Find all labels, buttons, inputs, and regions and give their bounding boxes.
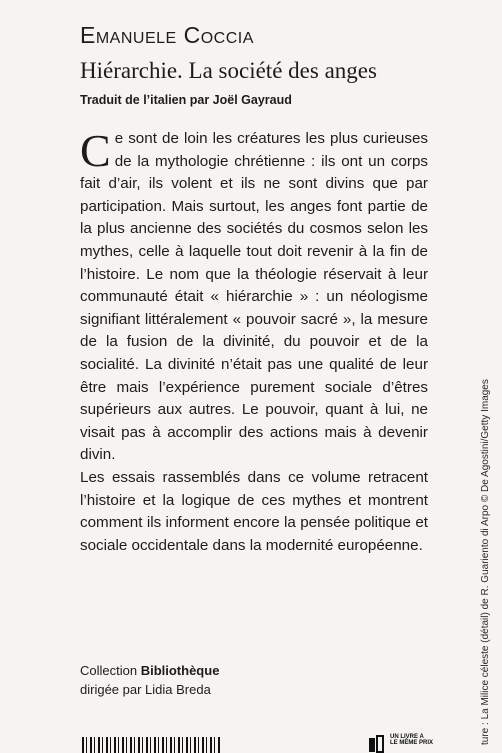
barcode: [82, 737, 222, 753]
collection-line: [80, 661, 219, 680]
blurb-paragraph-1: [80, 125, 428, 467]
collection-info: [80, 661, 219, 699]
collection-name: Bibliothèque: [140, 663, 220, 678]
collection-prefix: Collection: [80, 663, 141, 678]
logo-line-2: LE MÊME PRIX: [390, 740, 434, 746]
logo-line-1: UN LIVRE A: [390, 734, 424, 740]
drop-cap: C: [80, 125, 111, 176]
book-title: Hiérarchie. La société des anges: [80, 58, 377, 83]
book-logo-icon: [368, 735, 386, 753]
image-credit: ture : La Milice céleste (détail) de R. Guariento di Arpo © De Agostini/Getty Images: [480, 379, 491, 745]
author-name: Emanuele Coccia: [80, 22, 254, 48]
blurb-paragraph-2: Les essais rassemblés dans ce volume retracent l’histoire et la logique de ces mythes et montrent comment ils informent encore la pensée politique et sociale occidentale dans la modernité européenne.: [80, 468, 428, 554]
blurb-text: [80, 125, 428, 557]
collection-director: dirigée par Lidia Breda: [80, 682, 211, 697]
blurb-paragraph-1-text: e sont de loin les créatures les plus curieuses de la mythologie chrétienne : ils ont un corps fait d’air, ils volent et ils ne sont divins que par participation. Mais surtout, les anges font partie de la plus ancienne des sociétés du cosmos selon les mythes, celle à laquelle tout doit revenir à la fin de l’histoire. Le nom que la théologie réservait à leur communauté était « hiérarchie » : un néologisme signifiant littéralement « pouvoir sacré », la mesure de la fusion de la divinité, du pouvoir et de la socialité. La divinité n’était pas une qualité de leur être mais l’expérience purement sociale d’êtres supérieurs aux autres. Le pouvoir, quant à lui, ne visait pas à accomplir des actions mais à devenir divin.: [80, 130, 428, 464]
logo-text: [390, 734, 433, 746]
translator-credit: Traduit de l’italien par Joël Gayraud: [80, 93, 292, 107]
